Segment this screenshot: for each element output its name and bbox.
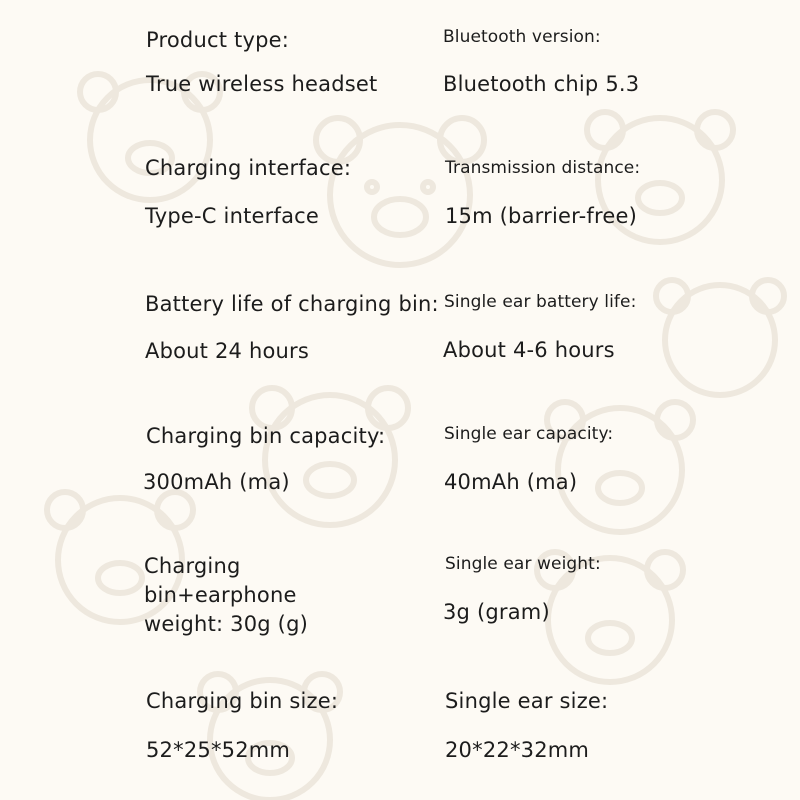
spec-label: Bluetooth version: <box>443 27 601 47</box>
bear-face-icon <box>316 118 484 265</box>
spec-label: Transmission distance: <box>445 158 641 178</box>
spec-label: Single ear capacity: <box>444 424 614 444</box>
spec-label: Product type: <box>146 28 289 52</box>
spec-value: 52*25*52mm <box>146 738 291 762</box>
spec-value: 3g (gram) <box>443 600 550 624</box>
spec-value: Type-C interface <box>145 204 320 228</box>
bear-face-icon <box>656 280 784 395</box>
spec-value: 300mAh (ma) <box>143 470 290 494</box>
spec-label: Charging bin capacity: <box>146 424 386 448</box>
spec-label: Charging bin+earphone weight: 30g (g) <box>144 554 308 636</box>
spec-value: 20*22*32mm <box>445 738 590 762</box>
spec-label: Charging interface: <box>145 156 352 180</box>
spec-value: 40mAh (ma) <box>444 470 578 494</box>
spec-label: Single ear battery life: <box>444 292 637 312</box>
spec-value: True wireless headset <box>146 72 378 96</box>
bear-face-icon <box>252 388 408 525</box>
spec-value: About 4-6 hours <box>443 338 615 362</box>
spec-value: About 24 hours <box>145 339 310 363</box>
bear-face-icon <box>547 402 693 532</box>
spec-label: Single ear size: <box>445 689 609 713</box>
spec-label: Charging bin size: <box>146 689 339 713</box>
spec-value: 15m (barrier-free) <box>445 204 637 228</box>
spec-value: Bluetooth chip 5.3 <box>443 72 640 96</box>
spec-label: Single ear weight: <box>445 554 601 574</box>
spec-label: Battery life of charging bin: <box>145 292 439 316</box>
